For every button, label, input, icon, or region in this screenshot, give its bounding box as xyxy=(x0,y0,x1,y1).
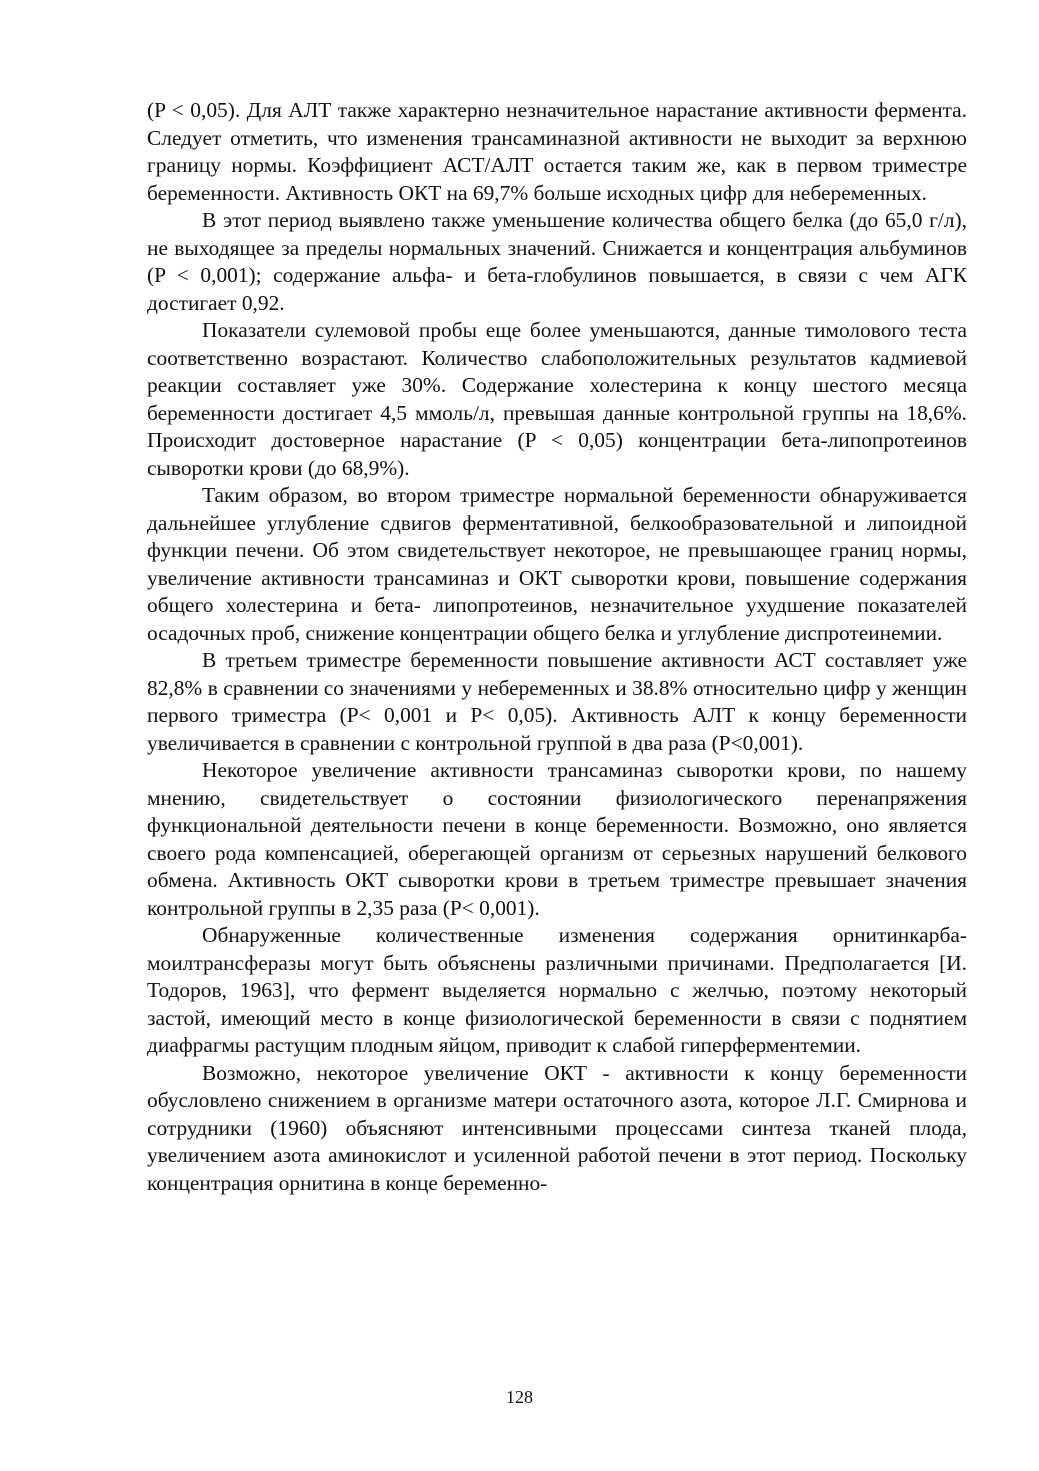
paragraph-6: Некоторое увеличение активности трансаминаз сыворотки крови, по нашему мнению, свидетельствует о состоянии физиологического перенапряжения функциональной деятельности печени в конце беременности. Возможно, оно является своего рода компенсацией, оберегающей организм от серьезных нарушений белкового обмена. Активность ОКТ сыворотки крови в третьем триместре превышает значения контрольной группы в 2,35 раза (P< 0,001). xyxy=(147,758,967,920)
paragraph-8: Возможно, некоторое увеличение ОКТ - активности к концу беременности обусловлено снижением в организме матери остаточного азота, которое Л.Г. Смирнова и сотрудники (1960) объясняют интенсивными процессами синтеза тканей плода, увеличением азота аминокислот и усиленной работой печени в этот период. Поскольку концентрация орнитина в конце беременно- xyxy=(147,1060,967,1195)
paragraph-7: Обнаруженные количественные изменения содержания орнитинкарбамоилтрансферазы могут быть объяснены различными причинами. Предполагается [И. Тодоров, 1963], что фермент выделяется нормально с желчью, поэтому некоторый застой, имеющий место в конце физиологической беременности в связи с поднятием диафрагмы растущим плодным яйцом, приводит к слабой гиперферментемии. xyxy=(147,923,967,1057)
paragraph-4: Таким образом, во втором триместре нормальной беременности обнаруживается дальнейшее углубление сдвигов ферментативной, белкообразовательной и липоидной функции печени. Об этом свидетельствует некоторое, не превышающее границ нормы, увеличение активности трансаминаз и ОКТ сыворотки крови, повышение содержания общего холестерина и бета- липопротеинов, незначительное ухудшение показателей осадочных проб, снижение концентрации общего белка и углубление диспротеинемии. xyxy=(147,483,967,645)
paragraph-2: В этот период выявлено также уменьшение количества общего белка (до 65,0 г/л), не выходящее за пределы нормальных значений. Снижается и концентрация альбуминов (P < 0,001); содержание альфа- и бета-глобулинов повышается, в связи с чем АГК достигает 0,92. xyxy=(147,208,967,315)
paragraph-1: (P < 0,05). Для АЛТ также характерно незначительное нарастание активности фермента. Следует отметить, что изменения трансаминазной активности не выходит за верхнюю границу нормы. Коэффициент АСТ/АЛТ остается таким же, как в первом триместре беременности. Активность ОКТ на 69,7% больше исходных цифр для небеременных. xyxy=(147,98,967,205)
paragraph-3: Показатели сулемовой пробы еще более уменьшаются, данные тимолового теста соответственно возрастают. Количество слабоположительных результатов кадмиевой реакции составляет уже 30%. Содержание холестерина к концу шестого месяца беременности достигает 4,5 ммоль/л, превышая данные контрольной группы на 18,6%. Происходит достоверное нарастание (P < 0,05) концентрации бета-липопротеинов сыворотки крови (до 68,9%). xyxy=(147,318,967,480)
paragraph-5: В третьем триместре беременности повышение активности АСТ составляет уже 82,8% в сравнении со значениями у небеременных и 38.8% относительно цифр у женщин первого триместра (P< 0,001 и P< 0,05). Активность АЛТ к концу беременности увеличивается в сравнении с контрольной группой в два раза (P<0,001). xyxy=(147,648,967,755)
page-body xyxy=(147,97,967,1197)
page-number: 128 xyxy=(506,1387,533,1407)
